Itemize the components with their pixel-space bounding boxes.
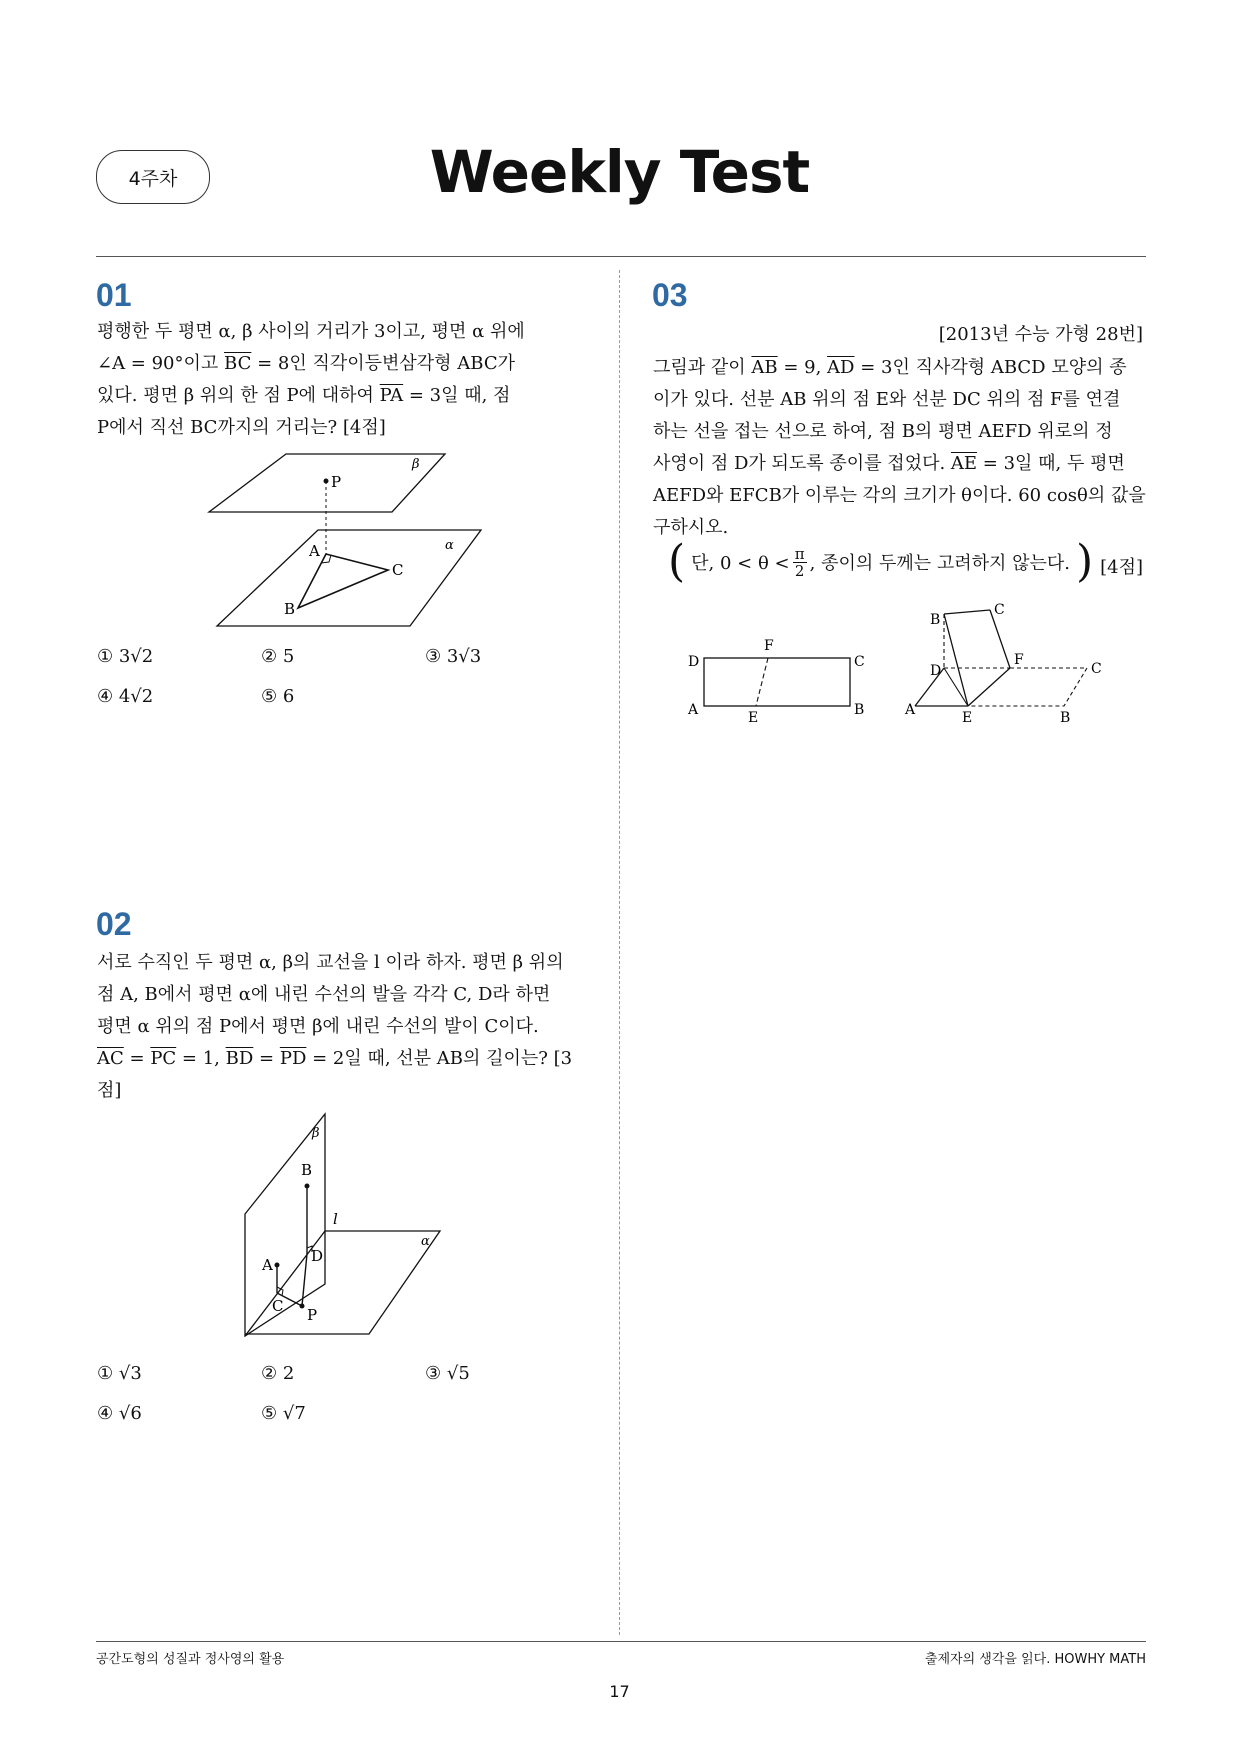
question-source: [2013년 수능 가형 28번]	[938, 324, 1143, 345]
label-c: C	[272, 1297, 284, 1315]
choice-3[interactable]: ③ √5	[425, 1362, 470, 1384]
page-number: 17	[609, 1682, 630, 1701]
choice-5[interactable]: ⑤ 6	[261, 685, 295, 707]
q1-line: ∠A = 90°이고 $\overline{BC} = 8$인 직각이등변삼각형 ABC가	[97, 353, 515, 374]
rectangle-abcd	[704, 658, 850, 706]
label-c-original: C	[1091, 661, 1102, 677]
column-divider	[619, 270, 620, 1635]
label-d: D	[930, 663, 942, 679]
plane-beta	[245, 1114, 325, 1336]
question-02-text	[97, 947, 572, 1107]
footer-left: 공간도형의 성질과 정사영의 활용	[96, 1652, 285, 1667]
label-d: D	[311, 1247, 324, 1265]
point-a	[275, 1263, 280, 1268]
segment-bc	[944, 610, 990, 614]
question-01-text	[97, 316, 525, 444]
footer-rule	[96, 1641, 1146, 1642]
segment-eb	[944, 614, 968, 706]
week-label: 4주차	[128, 167, 178, 190]
label-f: F	[764, 638, 774, 654]
q3-line: 그림과 같이 $\overline{AB} = 9$, $\overline{AD} = 3$인 직사각형 ABCD 모양의 종	[653, 357, 1127, 378]
choice-4[interactable]: ④ √6	[97, 1402, 142, 1424]
triangle-abc	[298, 554, 388, 608]
label-a: A	[262, 1256, 273, 1274]
q3-line: 이가 있다. 선분 AB 위의 점 E와 선분 DC 위의 점 F를 연결	[653, 389, 1121, 410]
choice-2[interactable]: ② 2	[261, 1362, 295, 1384]
q3-line: AEFD와 EFCB가 이루는 각의 크기가 θ이다. 60 cosθ의 값을	[653, 485, 1146, 506]
paren-left: (	[668, 536, 686, 587]
header-rule	[96, 256, 1146, 257]
label-a: A	[905, 702, 916, 718]
label-p: P	[307, 1306, 318, 1324]
label-beta: β	[412, 457, 420, 472]
q1-line: 있다. 평면 β 위의 한 점 P에 대하여 $\overline{PA} = 3$일 때, 점	[97, 385, 511, 406]
label-b: B	[930, 612, 941, 628]
label-e: E	[962, 710, 973, 726]
choice-5[interactable]: ⑤ √7	[261, 1402, 306, 1424]
label-a: A	[309, 542, 320, 560]
label-b: B	[301, 1161, 313, 1179]
question-number-02: 02	[96, 906, 132, 942]
condition-note: ( 단, 0 < θ < $\frac{\pi}{2}$ , 종이의 두께는 고려하지 않는다. )	[668, 536, 1094, 587]
label-l: l	[333, 1210, 338, 1228]
q2-figure	[235, 1108, 455, 1348]
question-03-text	[653, 352, 1146, 544]
segment-cf	[990, 610, 1010, 668]
label-e: E	[748, 710, 759, 726]
label-b: B	[284, 600, 296, 618]
q2-line: 점 A, B에서 평면 α에 내린 수선의 발을 각각 C, D라 하면	[97, 984, 551, 1005]
choice-1[interactable]: ① √3	[97, 1362, 142, 1384]
segment-de	[944, 668, 968, 706]
q3-line: 하는 선을 접는 선으로 하여, 점 B의 평면 AEFD 위로의 정	[653, 421, 1113, 442]
choice-2[interactable]: ② 5	[261, 645, 295, 667]
label-f: F	[1014, 652, 1024, 668]
point-p	[300, 1304, 305, 1309]
q3-line: 구하시오.	[653, 517, 729, 538]
q2-line: 서로 수직인 두 평면 α, β의 교선을 l 이라 하자. 평면 β 위의	[97, 952, 564, 973]
label-beta: β	[312, 1126, 320, 1141]
original-efcb	[968, 668, 1087, 706]
page-title: Weekly Test	[429, 138, 810, 206]
label-b: B	[854, 702, 865, 718]
q3-line: 사영이 점 D가 되도록 종이를 접었다. $\overline{AE} = 3$일 때, 두 평면	[653, 453, 1125, 474]
label-c: C	[854, 654, 865, 670]
point-p	[324, 479, 329, 484]
point-b	[305, 1184, 310, 1189]
question-number-03: 03	[652, 277, 688, 313]
paren-right: )	[1076, 536, 1094, 587]
label-a: A	[688, 702, 699, 718]
footer-right: 출제자의 생각을 읽다. HOWHY MATH	[924, 1652, 1146, 1667]
label-c: C	[994, 602, 1005, 618]
q2-choices	[97, 1353, 589, 1433]
plane-alpha	[217, 530, 481, 626]
q1-line: P에서 직선 BC까지의 거리는? [4점]	[97, 417, 386, 438]
label-d: D	[688, 654, 700, 670]
label-c: C	[392, 561, 404, 579]
q2-line: 점]	[97, 1080, 122, 1101]
label-alpha: α	[445, 538, 454, 553]
question-number-01: 01	[96, 277, 132, 313]
plane-alpha	[245, 1231, 440, 1334]
fold-line-ef	[756, 658, 768, 706]
label-alpha: α	[421, 1234, 430, 1249]
fraction-pi-over-2: $\frac{\pi}{2}$	[793, 546, 807, 579]
label-b-original: B	[1060, 710, 1071, 726]
segment-dp	[302, 1254, 307, 1306]
q2-line: $\overline{AC} = \overline{PC} = 1$, $\overline{BD} = \overline{PD} = 2$일 때, 선분 AB의 길이는? [3	[97, 1048, 573, 1069]
q3-figure	[680, 600, 1140, 730]
q2-line: 평면 α 위의 점 P에서 평면 β에 내린 수선의 발이 C이다.	[97, 1016, 539, 1037]
choice-4[interactable]: ④ 4√2	[97, 685, 154, 707]
q1-figure	[200, 448, 500, 632]
score-label: [4점]	[1100, 557, 1143, 578]
choice-1[interactable]: ① 3√2	[97, 645, 154, 667]
q1-line: 평행한 두 평면 α, β 사이의 거리가 3이고, 평면 α 위에	[97, 321, 525, 342]
label-p: P	[331, 473, 342, 491]
choice-3[interactable]: ③ 3√3	[425, 645, 482, 667]
segment-ef	[968, 668, 1010, 706]
q1-choices	[97, 636, 589, 716]
